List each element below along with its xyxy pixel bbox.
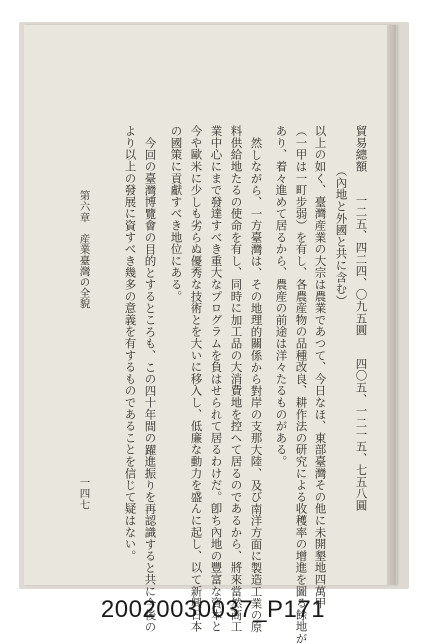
body-line-3: あり、着々進めて居るから、農産の前途は洋々たるものがある。: [274, 125, 289, 468]
book-spine: [387, 25, 396, 585]
chapter-header: 第六章 産業臺灣の全貌: [78, 190, 91, 309]
body-line-10: より以上の發展に資すべき幾多の意義を有するものであることを信じて疑はない。: [123, 125, 138, 562]
body-line-9: 今回の臺灣博覽會の目的とするところも、この四十年間の躍進振りを再認識すると共に今後の: [143, 137, 158, 633]
image-caption: 20020030037_P171: [100, 596, 326, 623]
trade-note: （內地と外國と共に含む）: [334, 165, 349, 307]
trade-total-label: 貿易總額: [354, 125, 369, 173]
body-line-7: 今や歐米に少しも劣らぬ優秀な技術とを大いに移入し、低廉な動力を盛んに起し、以て新興日本: [189, 125, 204, 633]
trade-total-value-2: 四〇五、一二一五、七五八圓: [354, 357, 369, 512]
body-line-8: の國策に貢獻すべき地位にある。: [169, 125, 184, 302]
body-line-2: （一甲は一町步弱）を有し、各農産物の品種改良、耕作法の研究による收穫率の增進を圖る餘地が: [294, 125, 309, 644]
body-line-1: 以上の如く、臺灣産業の大宗は農業であつて、今日なほ、東部臺灣その他に未開墾地四萬甲: [313, 125, 328, 609]
body-line-5: 料供給地たるの使命を有し、同時に加工品の大消費地を控へて居るのであるから、將來當然商工: [229, 125, 244, 633]
body-line-4: 然しながら、一方臺灣は、その地理的關係から對岸の支那大陸、及び南洋方面に製造工業の原: [249, 137, 264, 633]
trade-total-line: [355, 125, 367, 511]
body-line-6: 業中心にまで發達すべき重大なプログラムを負はせられて居るわけだ。卽ち內地の豐富な資本と: [209, 125, 224, 633]
trade-total-value-1: 一二五、四二四、〇九五圓: [354, 194, 369, 336]
page-number: 一四七: [78, 477, 91, 510]
